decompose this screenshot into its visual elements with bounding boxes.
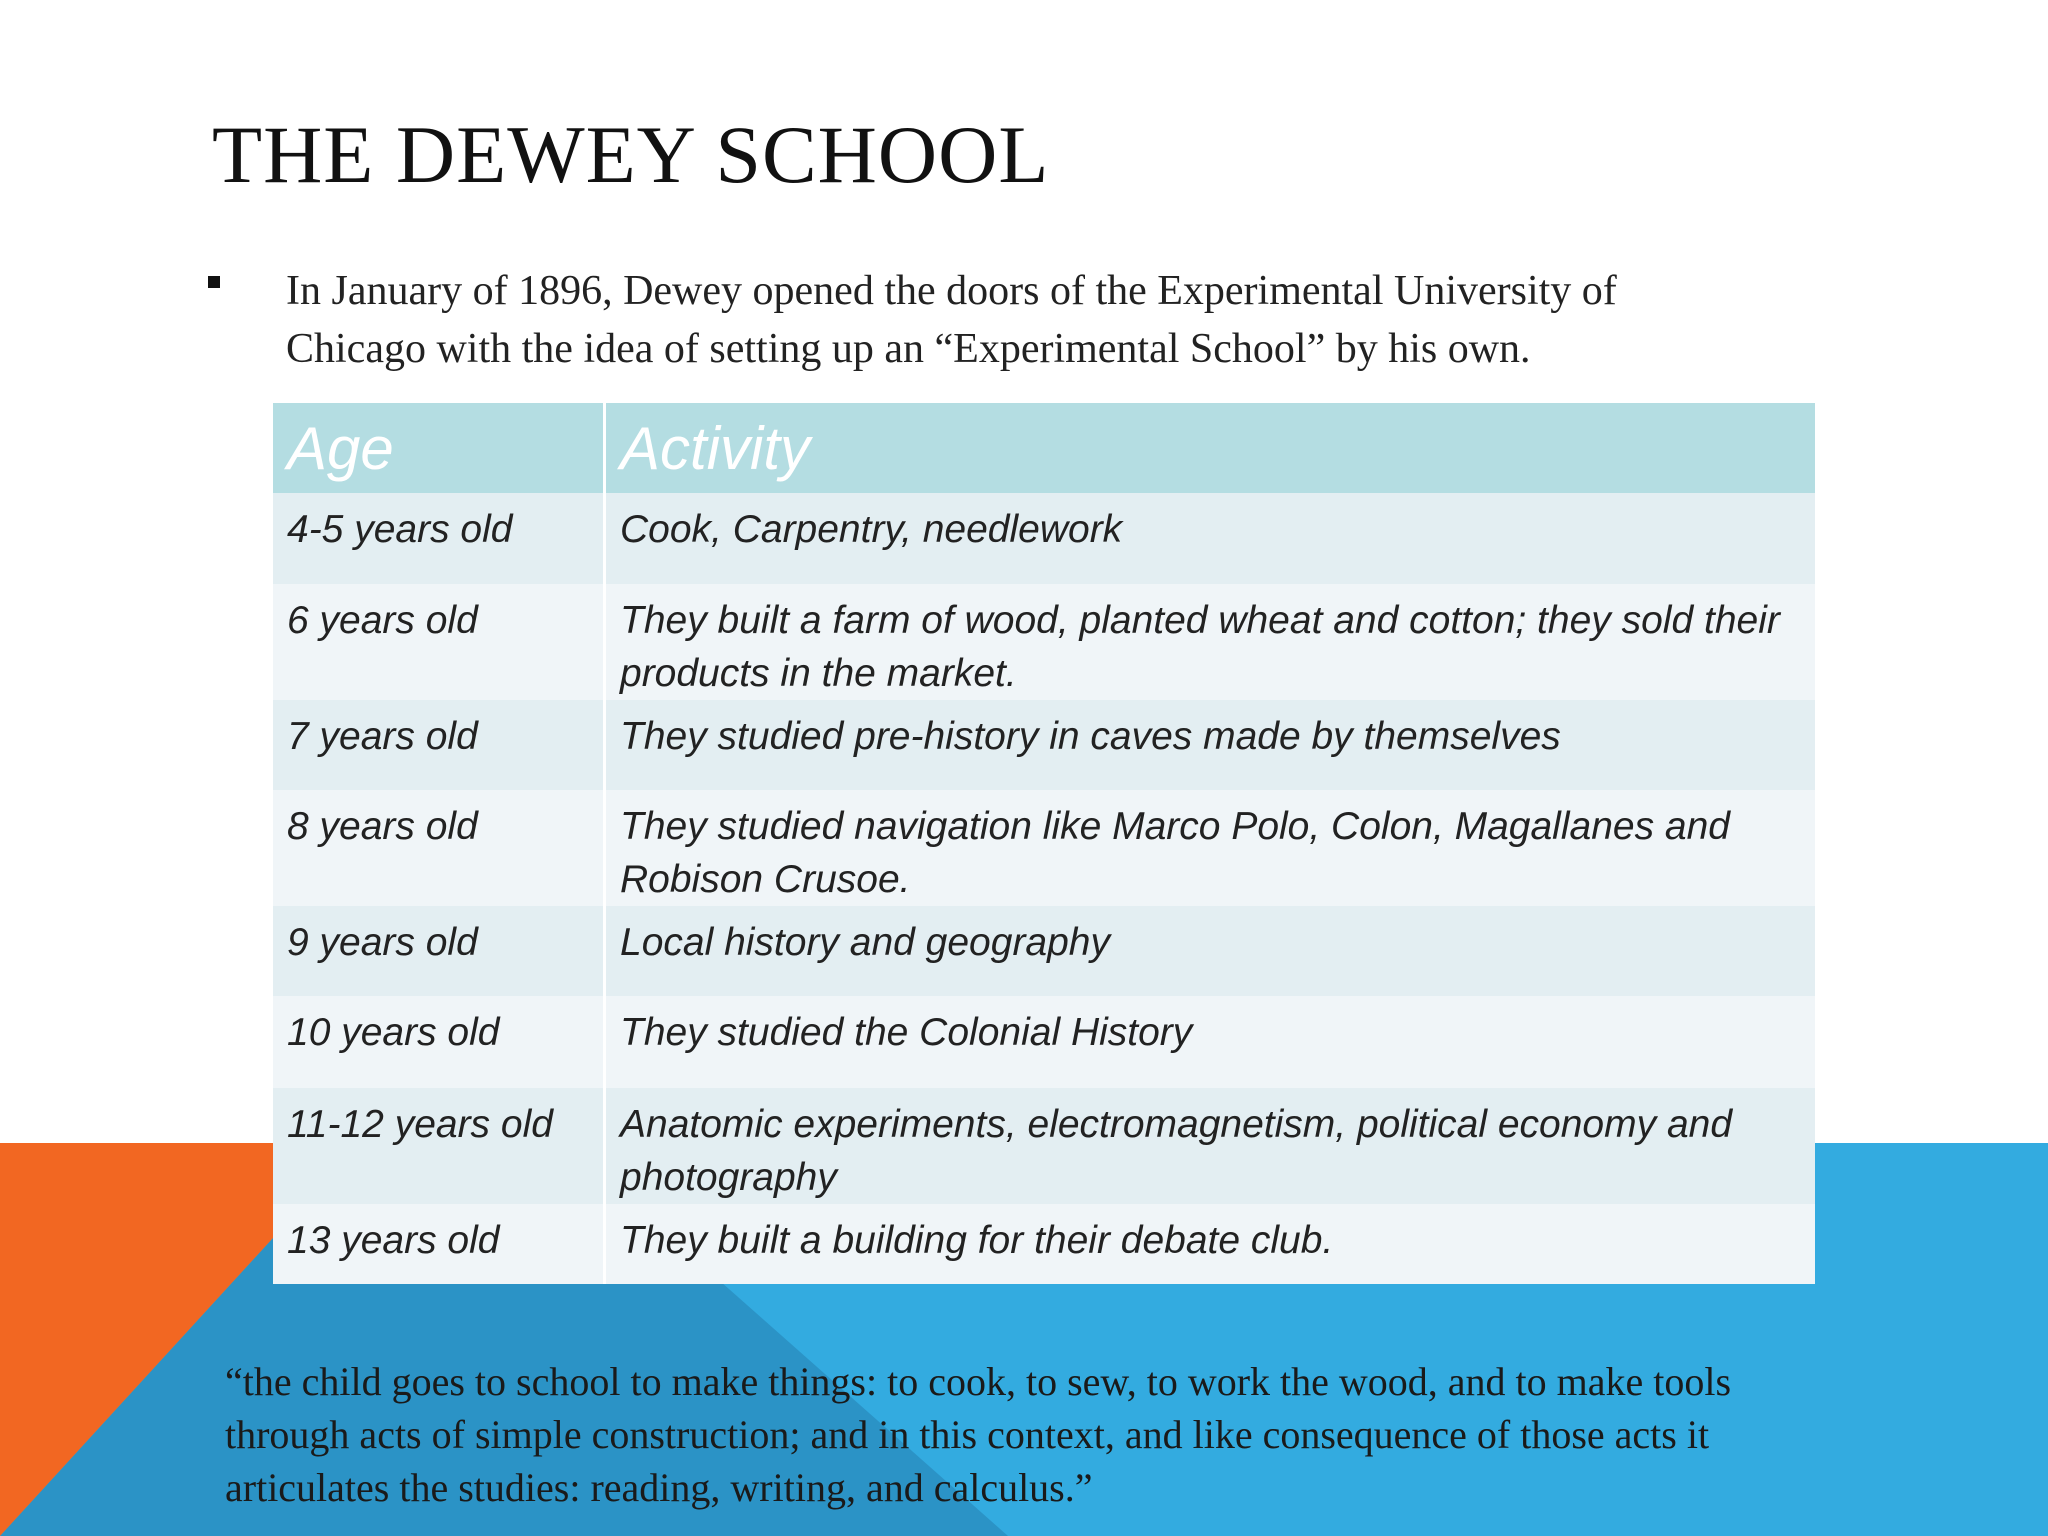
activity-table	[273, 403, 1815, 1284]
bullet-point	[208, 262, 1748, 378]
age-cell: 10 years old	[273, 996, 605, 1088]
age-cell: 8 years old	[273, 790, 605, 906]
age-cell: 11-12 years old	[273, 1088, 605, 1204]
age-cell: 6 years old	[273, 584, 605, 700]
table-header-row	[273, 403, 1815, 493]
header-age: Age	[273, 403, 605, 493]
bullet-square-icon	[208, 276, 220, 288]
table-row	[273, 493, 1815, 584]
table-row	[273, 1204, 1815, 1284]
activity-cell: Local history and geography	[605, 906, 1816, 996]
dewey-quote: “the child goes to school to make things: to cook, to sew, to work the wood, and to make tools through acts of simple construction; and in this context, and like consequence of those acts it articulates the studies: reading, writing, and calculus.”	[225, 1359, 1732, 1510]
activity-cell: They studied pre-history in caves made by themselves	[605, 700, 1816, 790]
activity-cell: They built a building for their debate club.	[605, 1204, 1816, 1284]
table-row	[273, 584, 1815, 700]
activity-cell: Anatomic experiments, electromagnetism, political economy and photography	[605, 1088, 1816, 1204]
table-row	[273, 996, 1815, 1088]
table-row	[273, 790, 1815, 906]
bullet-text: In January of 1896, Dewey opened the doors of the Experimental University of Chicago with the idea of setting up an “Experimental School” by his own.	[286, 268, 1617, 372]
activity-cell: Cook, Carpentry, needlework	[605, 493, 1816, 584]
age-cell: 4-5 years old	[273, 493, 605, 584]
age-cell: 7 years old	[273, 700, 605, 790]
header-activity: Activity	[605, 403, 1816, 493]
activity-cell: They studied the Colonial History	[605, 996, 1816, 1088]
slide-title: THE DEWEY SCHOOL	[212, 109, 1050, 200]
table-row	[273, 906, 1815, 996]
table-row	[273, 1088, 1815, 1204]
activity-cell: They studied navigation like Marco Polo, Colon, Magallanes and Robison Crusoe.	[605, 790, 1816, 906]
activity-cell: They built a farm of wood, planted wheat and cotton; they sold their products in the market.	[605, 584, 1816, 700]
age-cell: 13 years old	[273, 1204, 605, 1284]
table-row	[273, 700, 1815, 790]
age-cell: 9 years old	[273, 906, 605, 996]
